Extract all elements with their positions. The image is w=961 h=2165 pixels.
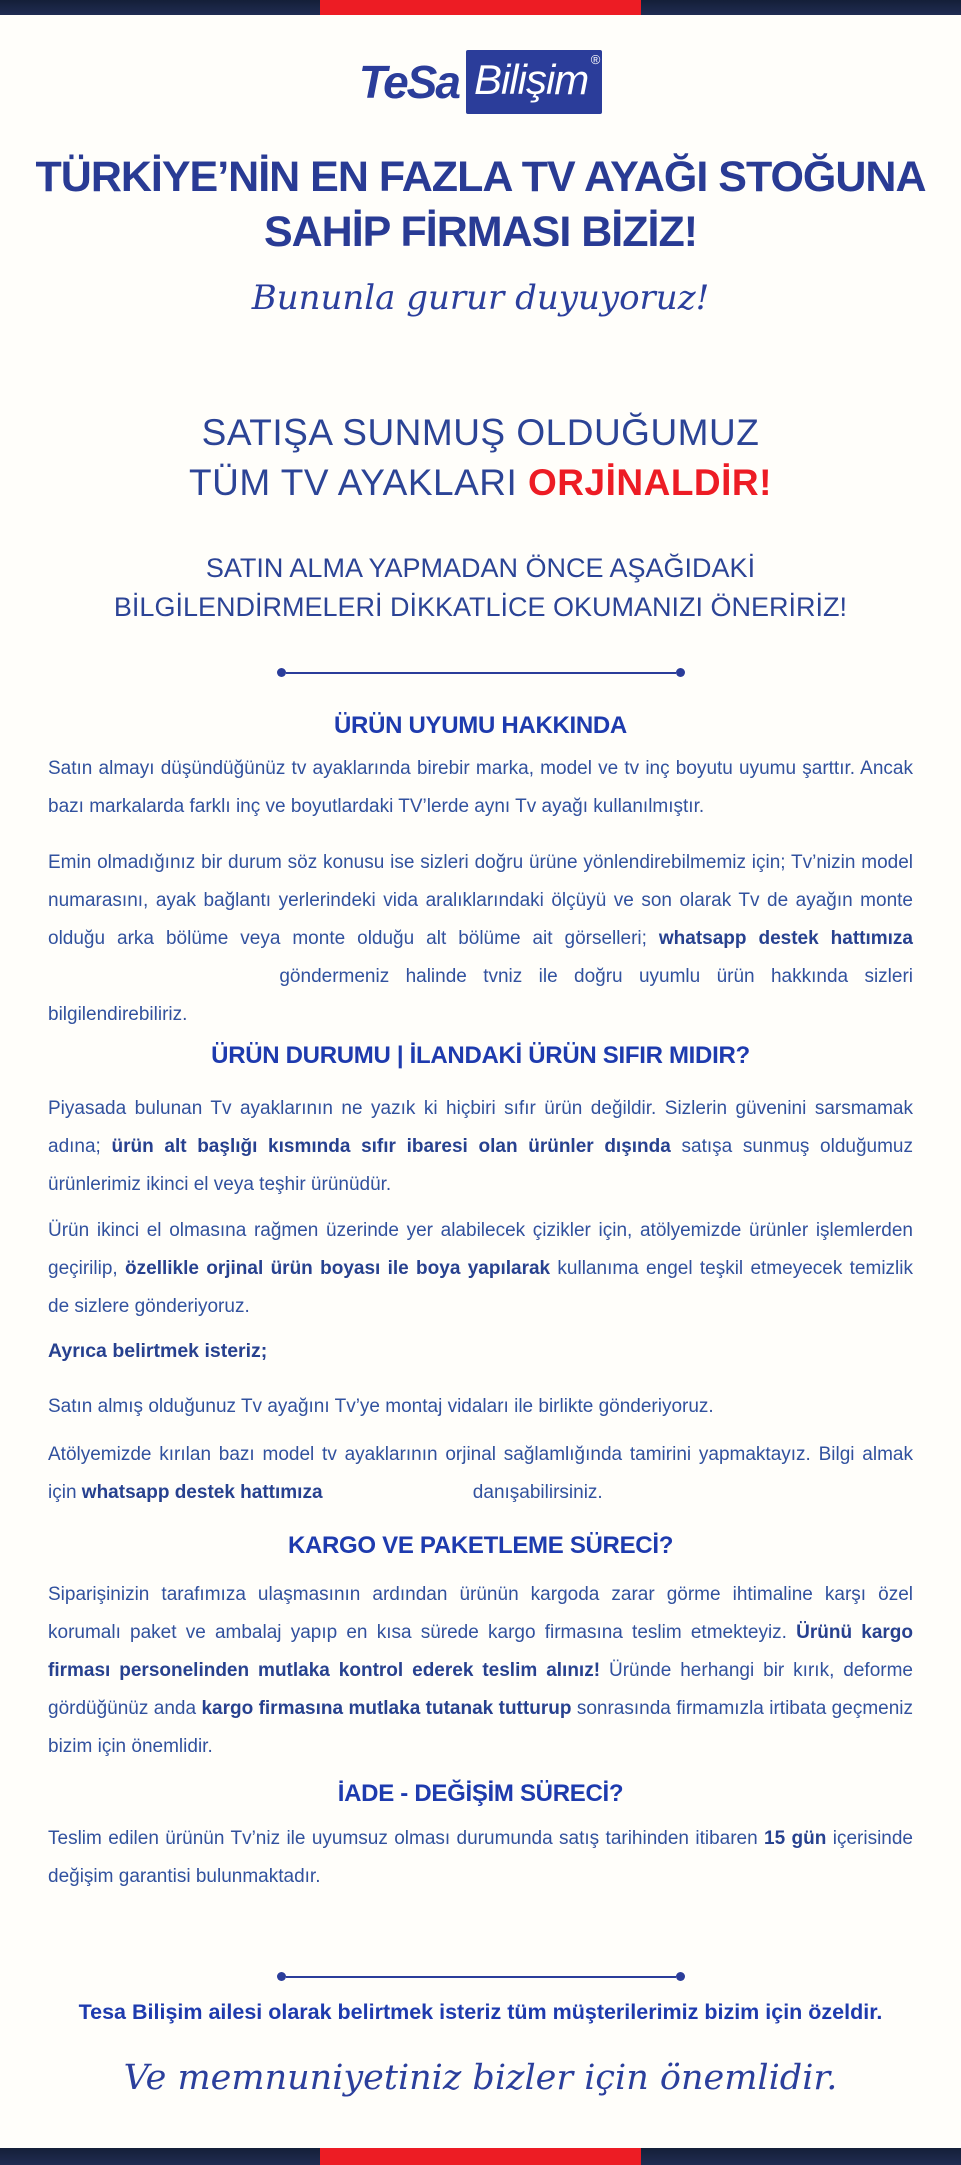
originality-statement	[0, 408, 961, 508]
notice-line2: BİLGİLENDİRMELERİ DİKKATLİCE OKUMANIZI ÖNERİRİZ!	[113, 592, 848, 623]
paragraph-montaj-vidalari: Satın almış olduğunuz Tv ayağını Tv’ye montaj vidaları ile birlikte gönderiyoruz.	[48, 1396, 714, 1417]
logo-box-bilisim	[466, 50, 602, 114]
closing-script-line: Ve memnuniyetiniz bizler için önemlidir.	[123, 2058, 838, 2098]
main-title	[0, 150, 961, 259]
brand-logo	[0, 50, 961, 114]
pre-purchase-notice	[0, 549, 961, 627]
top-bar-navy-right	[641, 0, 961, 15]
paragraph-uyum-1: Satın almayı düşündüğünüz tv ayaklarında birebir marka, model ve tv inç boyutu uyumu şarttır. Ancak bazı markalarda farklı inç ve boyutlardaki TV’lerde aynı Tv ayağı kullanılmıştır.	[48, 758, 913, 817]
paragraph-kargo: Siparişinizin tarafımıza ulaşmasının ardından ürünün kargoda zarar görme ihtimaline karşı özel korumalı paket ve ambalaj yapıp en kısa sürede kargo firmasına teslim etmekteyiz. Ürünü kargo firması personelinden mutlaka kontrol ederek teslim alınız! Üründe herhangi bir kırık, deforme gördüğünüz anda kargo firmasına mutlaka tutanak tutturup sonrasında firmamızla irtibata geçmeniz bizim için önemlidir.	[48, 1584, 914, 1757]
notice-line1: SATIN ALMA YAPMADAN ÖNCE AŞAĞIDAKİ	[205, 553, 756, 583]
section-divider-top	[277, 668, 685, 677]
divider-dot-right	[676, 1972, 685, 1981]
closing-statement: Tesa Bilişim ailesi olarak belirtmek isteriz tüm müşterilerimiz bizim için özeldir.	[78, 2000, 883, 2024]
main-title-line2: SAHİP FİRMASI BİZİZ!	[263, 207, 698, 256]
paragraph-atolye-tamir: Atölyemizde kırılan bazı model tv ayaklarının orjinal sağlamlığında tamirini yapmaktayız. Bilgi almak için whatsapp destek hattımıza danışabilirsiniz.	[48, 1444, 913, 1503]
bottom-accent-bar	[0, 2148, 961, 2165]
script-tagline: Bununla gurur duyuyoruz!	[251, 278, 710, 318]
divider-dot-left	[277, 668, 286, 677]
logo-text-bilisim: Bilişim	[473, 56, 589, 103]
registered-trademark-mark: ®	[590, 52, 600, 67]
section-divider-bottom	[277, 1972, 685, 1981]
paragraph-durum-2: Ürün ikinci el olmasına rağmen üzerinde yer alabilecek çizikler için, atölyemizde ürünler işlemlerden geçirilip, özellikle orjinal ürün boyası ile boya yapılarak kullanıma engel teşkil etmeyecek temizlik de sizlere gönderiyoruz.	[48, 1220, 913, 1317]
bottom-bar-navy-left	[0, 2148, 320, 2165]
paragraph-durum-1: Piyasada bulunan Tv ayaklarının ne yazık ki hiçbiri sıfır ürün değildir. Sizlerin güvenini sarsmamak adına; ürün alt başlığı kısmında sıfır ibaresi olan ürünler dışında satışa sunmuş olduğumuz ürünlerimiz ikinci el veya teşhir ürünüdür.	[48, 1098, 913, 1195]
top-accent-bar	[0, 0, 961, 15]
heading-urun-uyumu: ÜRÜN UYUMU HAKKINDA	[334, 712, 627, 739]
bottom-bar-navy-right	[641, 2148, 961, 2165]
divider-line	[286, 672, 676, 674]
heading-urun-durumu: ÜRÜN DURUMU | İLANDAKİ ÜRÜN SIFIR MIDIR?	[211, 1042, 750, 1069]
heading-iade: İADE - DEĞİŞİM SÜRECİ?	[337, 1780, 624, 1807]
paragraph-iade: Teslim edilen ürünün Tv’niz ile uyumsuz olması durumunda satış tarihinden itibaren 15 gün içerisinde değişim garantisi bulunmaktadır.	[48, 1828, 914, 1887]
originality-line2	[0, 458, 961, 508]
originality-line2-prefix: TÜM TV AYAKLARI	[189, 461, 529, 503]
logo-text-tesa: TeSa	[358, 56, 459, 109]
originality-line1: SATIŞA SUNMUŞ OLDUĞUMUZ	[201, 412, 760, 453]
divider-line	[286, 1976, 676, 1978]
top-bar-red-center	[320, 0, 640, 15]
note-ayrica-belirtmek: Ayrıca belirtmek isteriz;	[48, 1340, 268, 1362]
divider-dot-left	[277, 1972, 286, 1981]
heading-kargo: KARGO VE PAKETLEME SÜRECİ?	[287, 1532, 674, 1559]
top-bar-navy-left	[0, 0, 320, 15]
bottom-bar-red-center	[320, 2148, 640, 2165]
main-title-line1: TÜRKİYE’NİN EN FAZLA TV AYAĞI STOĞUNA	[35, 153, 926, 201]
divider-dot-right	[676, 668, 685, 677]
originality-highlight: ORJİNALDİR!	[528, 461, 772, 503]
paragraph-uyum-2: Emin olmadığınız bir durum söz konusu ise sizleri doğru ürüne yönlendirebilmemiz için; Tv’nizin model numarasını, ayak bağlantı yerlerindeki vida aralıklarındaki ölçüyü ve son olarak Tv de ayağın monte olduğu arka bölüme veya monte olduğu alt bölüme ait görselleri; whatsapp destek hattımıza göndermeniz halinde tvniz ile doğru uyumlu ürün hakkında sizleri bilgilendirebiliriz.	[48, 852, 913, 1025]
